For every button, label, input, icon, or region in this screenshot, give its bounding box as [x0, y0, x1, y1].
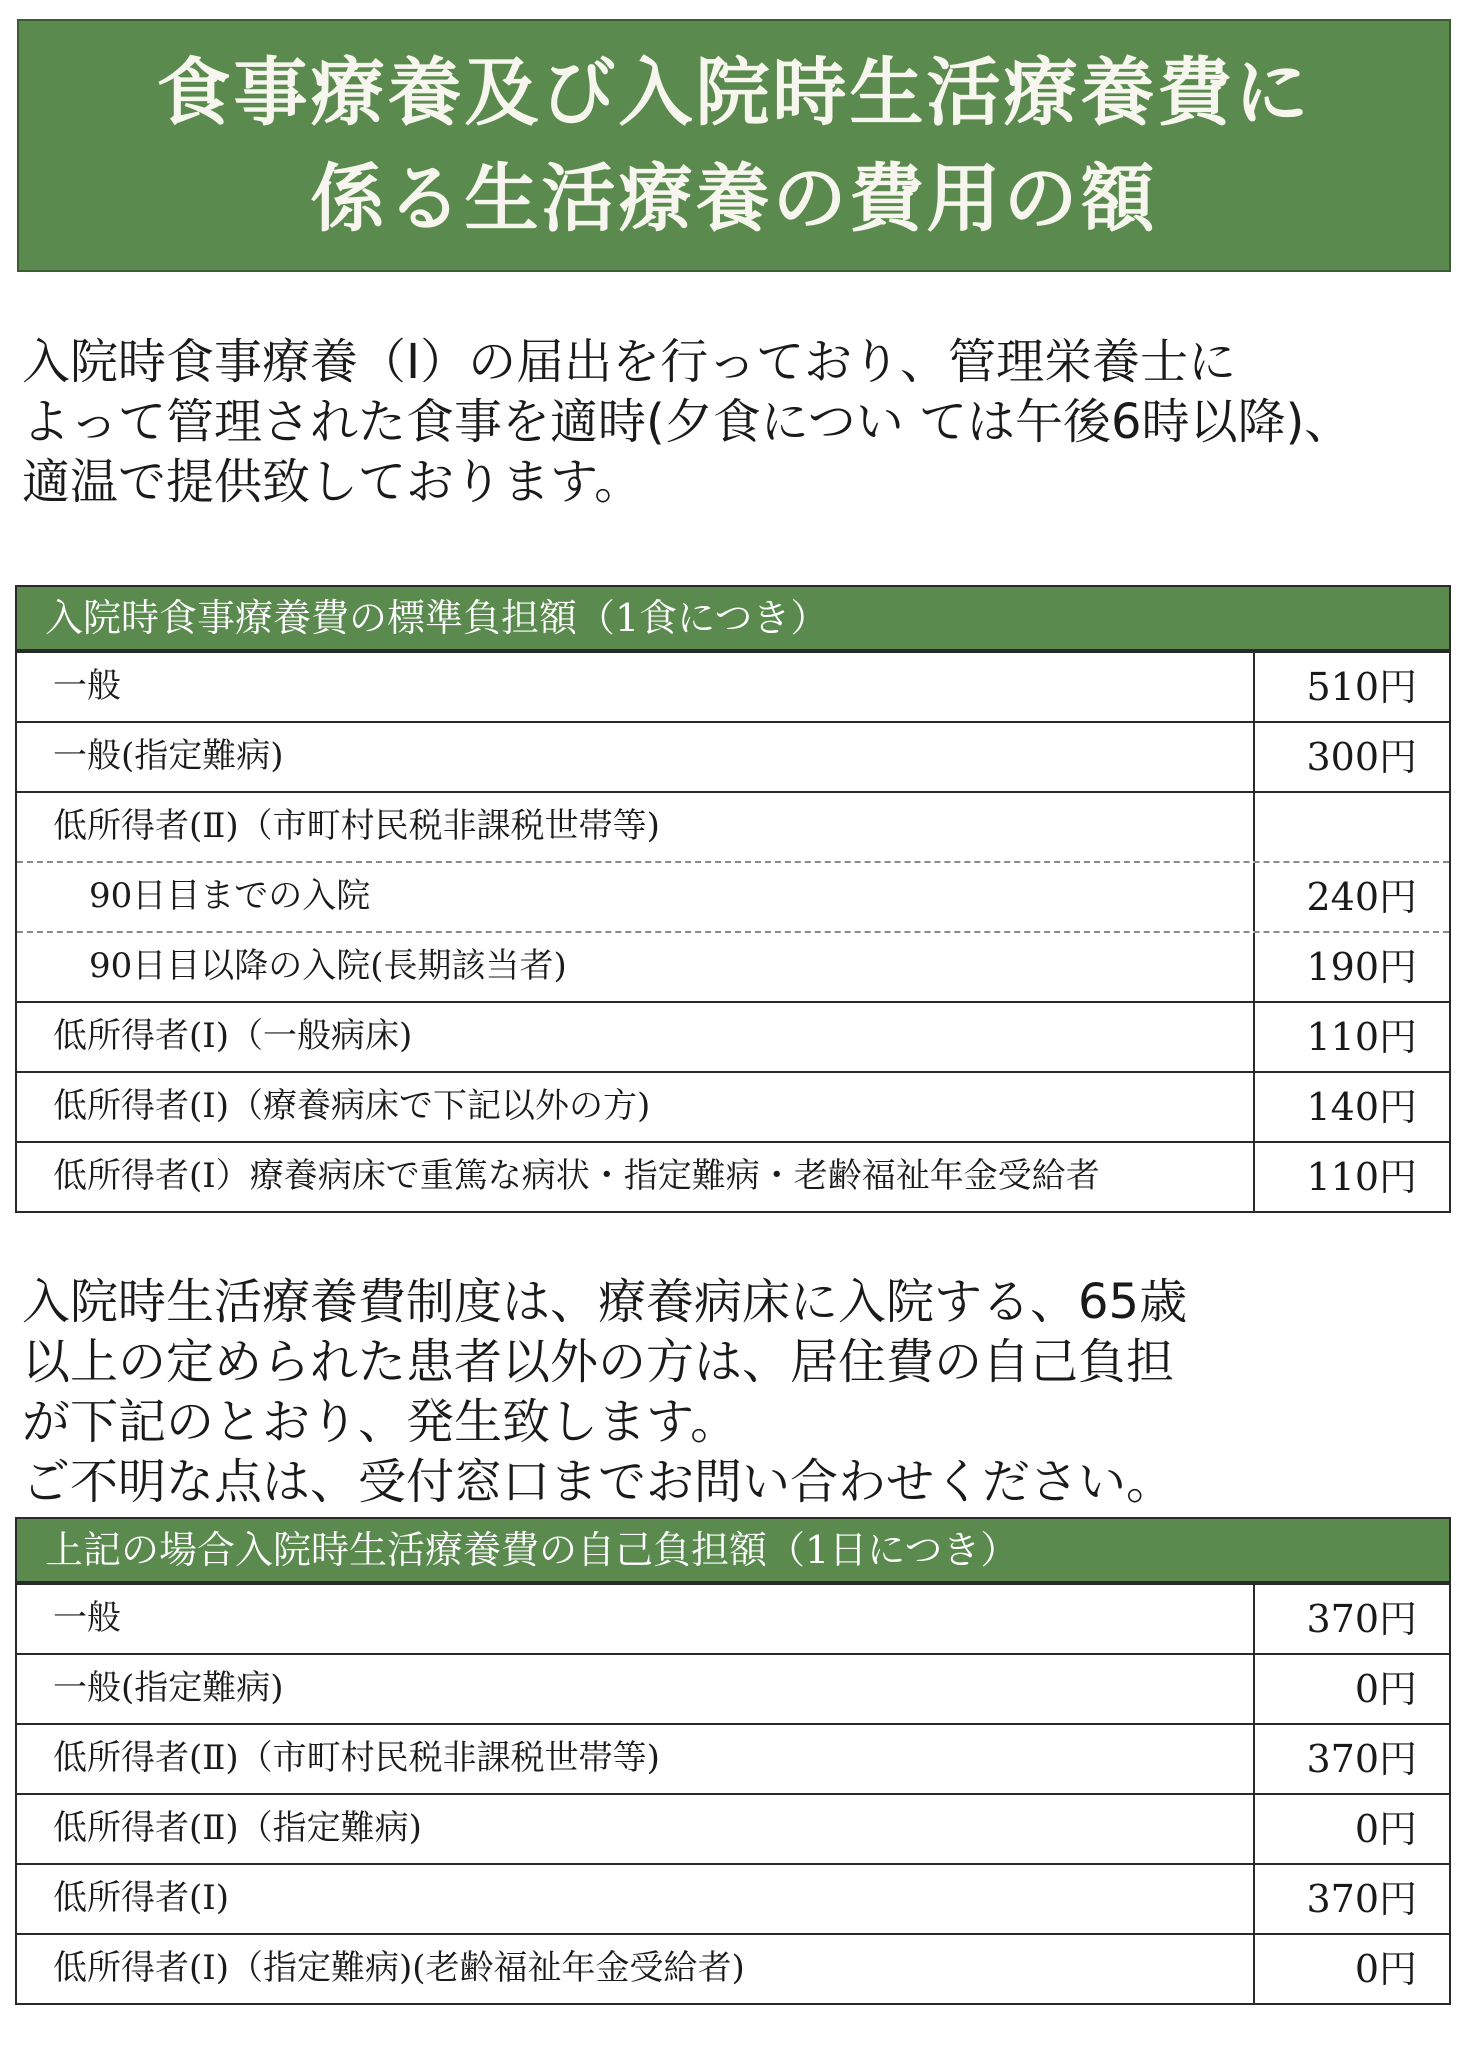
row-value: 140円: [1253, 1073, 1449, 1141]
row-value: 510円: [1253, 653, 1449, 721]
meal-cost-table: [15, 585, 1451, 1213]
row-value: 110円: [1253, 1003, 1449, 1071]
row-label: 一般(指定難病): [53, 1668, 284, 1708]
living-cost-table: [15, 1517, 1451, 2005]
table-row: [17, 1583, 1449, 1653]
note-line: ご不明な点は、受付窓口までお問い合わせください。: [22, 1454, 1175, 1510]
note-line: 入院時生活療養費制度は、療養病床に入院する、65歳: [22, 1274, 1188, 1330]
row-value: 190円: [1253, 933, 1449, 1001]
table-row: [17, 861, 1449, 931]
intro-paragraph: [22, 332, 1452, 512]
row-value: 110円: [1253, 1143, 1449, 1211]
table-row: [17, 1793, 1449, 1863]
intro-line: 適温で提供致しております。: [22, 454, 643, 510]
row-label: 低所得者(Ⅰ)（療養病床で下記以外の方): [53, 1086, 651, 1126]
table-row: [17, 1653, 1449, 1723]
title-line-2: 係る生活療養の費用の額: [310, 155, 1158, 242]
title-banner: [17, 19, 1451, 272]
table-row: [17, 1863, 1449, 1933]
table-row: [17, 931, 1449, 1001]
row-value: 370円: [1253, 1725, 1449, 1793]
table-row: [17, 1141, 1449, 1211]
row-label: 一般(指定難病): [53, 736, 284, 776]
row-value: 0円: [1253, 1795, 1449, 1863]
row-label: 90日目以降の入院(長期該当者): [89, 946, 567, 986]
row-label: 低所得者(Ⅱ)（市町村民税非課税世帯等): [53, 1738, 660, 1778]
row-value: 0円: [1253, 1655, 1449, 1723]
note-line: が下記のとおり、発生致します。: [22, 1394, 739, 1450]
table-row: [17, 1933, 1449, 2003]
row-label: 一般: [53, 1598, 121, 1638]
table-row: [17, 651, 1449, 721]
row-label: 90日目までの入院: [89, 876, 371, 916]
table-row: [17, 1001, 1449, 1071]
row-value: 300円: [1253, 723, 1449, 791]
row-value: 370円: [1253, 1865, 1449, 1933]
row-value: 240円: [1253, 863, 1449, 931]
row-label: 低所得者(Ⅰ): [53, 1878, 229, 1918]
title-line-1: 食事療養及び入院時生活療養費に: [156, 49, 1312, 136]
row-label: 低所得者(Ⅰ）療養病床で重篤な病状・指定難病・老齢福祉年金受給者: [53, 1156, 1100, 1196]
intro-line: 入院時食事療養（Ⅰ）の届出を行っており、管理栄養士に: [22, 334, 1237, 390]
row-label: 低所得者(Ⅰ)（一般病床): [53, 1016, 413, 1056]
row-value: [1253, 793, 1449, 861]
row-label: 一般: [53, 666, 121, 706]
table-row: [17, 1071, 1449, 1141]
note-line: 以上の定められた患者以外の方は、居住費の自己負担: [22, 1334, 1175, 1390]
table-row: [17, 791, 1449, 861]
living-cost-table-header: 上記の場合入院時生活療養費の自己負担額（1日につき）: [17, 1519, 1449, 1583]
row-label: 低所得者(Ⅰ)（指定難病)(老齢福祉年金受給者): [53, 1948, 745, 1988]
row-label: 低所得者(Ⅱ)（指定難病): [53, 1808, 422, 1848]
table-row: [17, 721, 1449, 791]
intro-line: よって管理された食事を適時(夕食につい ては午後6時以降)、: [22, 394, 1353, 450]
table-row: [17, 1723, 1449, 1793]
meal-cost-table-header: 入院時食事療養費の標準負担額（1食につき）: [17, 587, 1449, 651]
note-paragraph: [22, 1272, 1452, 1512]
row-value: 370円: [1253, 1585, 1449, 1653]
row-value: 0円: [1253, 1935, 1449, 2003]
row-label: 低所得者(Ⅱ)（市町村民税非課税世帯等): [53, 806, 660, 846]
